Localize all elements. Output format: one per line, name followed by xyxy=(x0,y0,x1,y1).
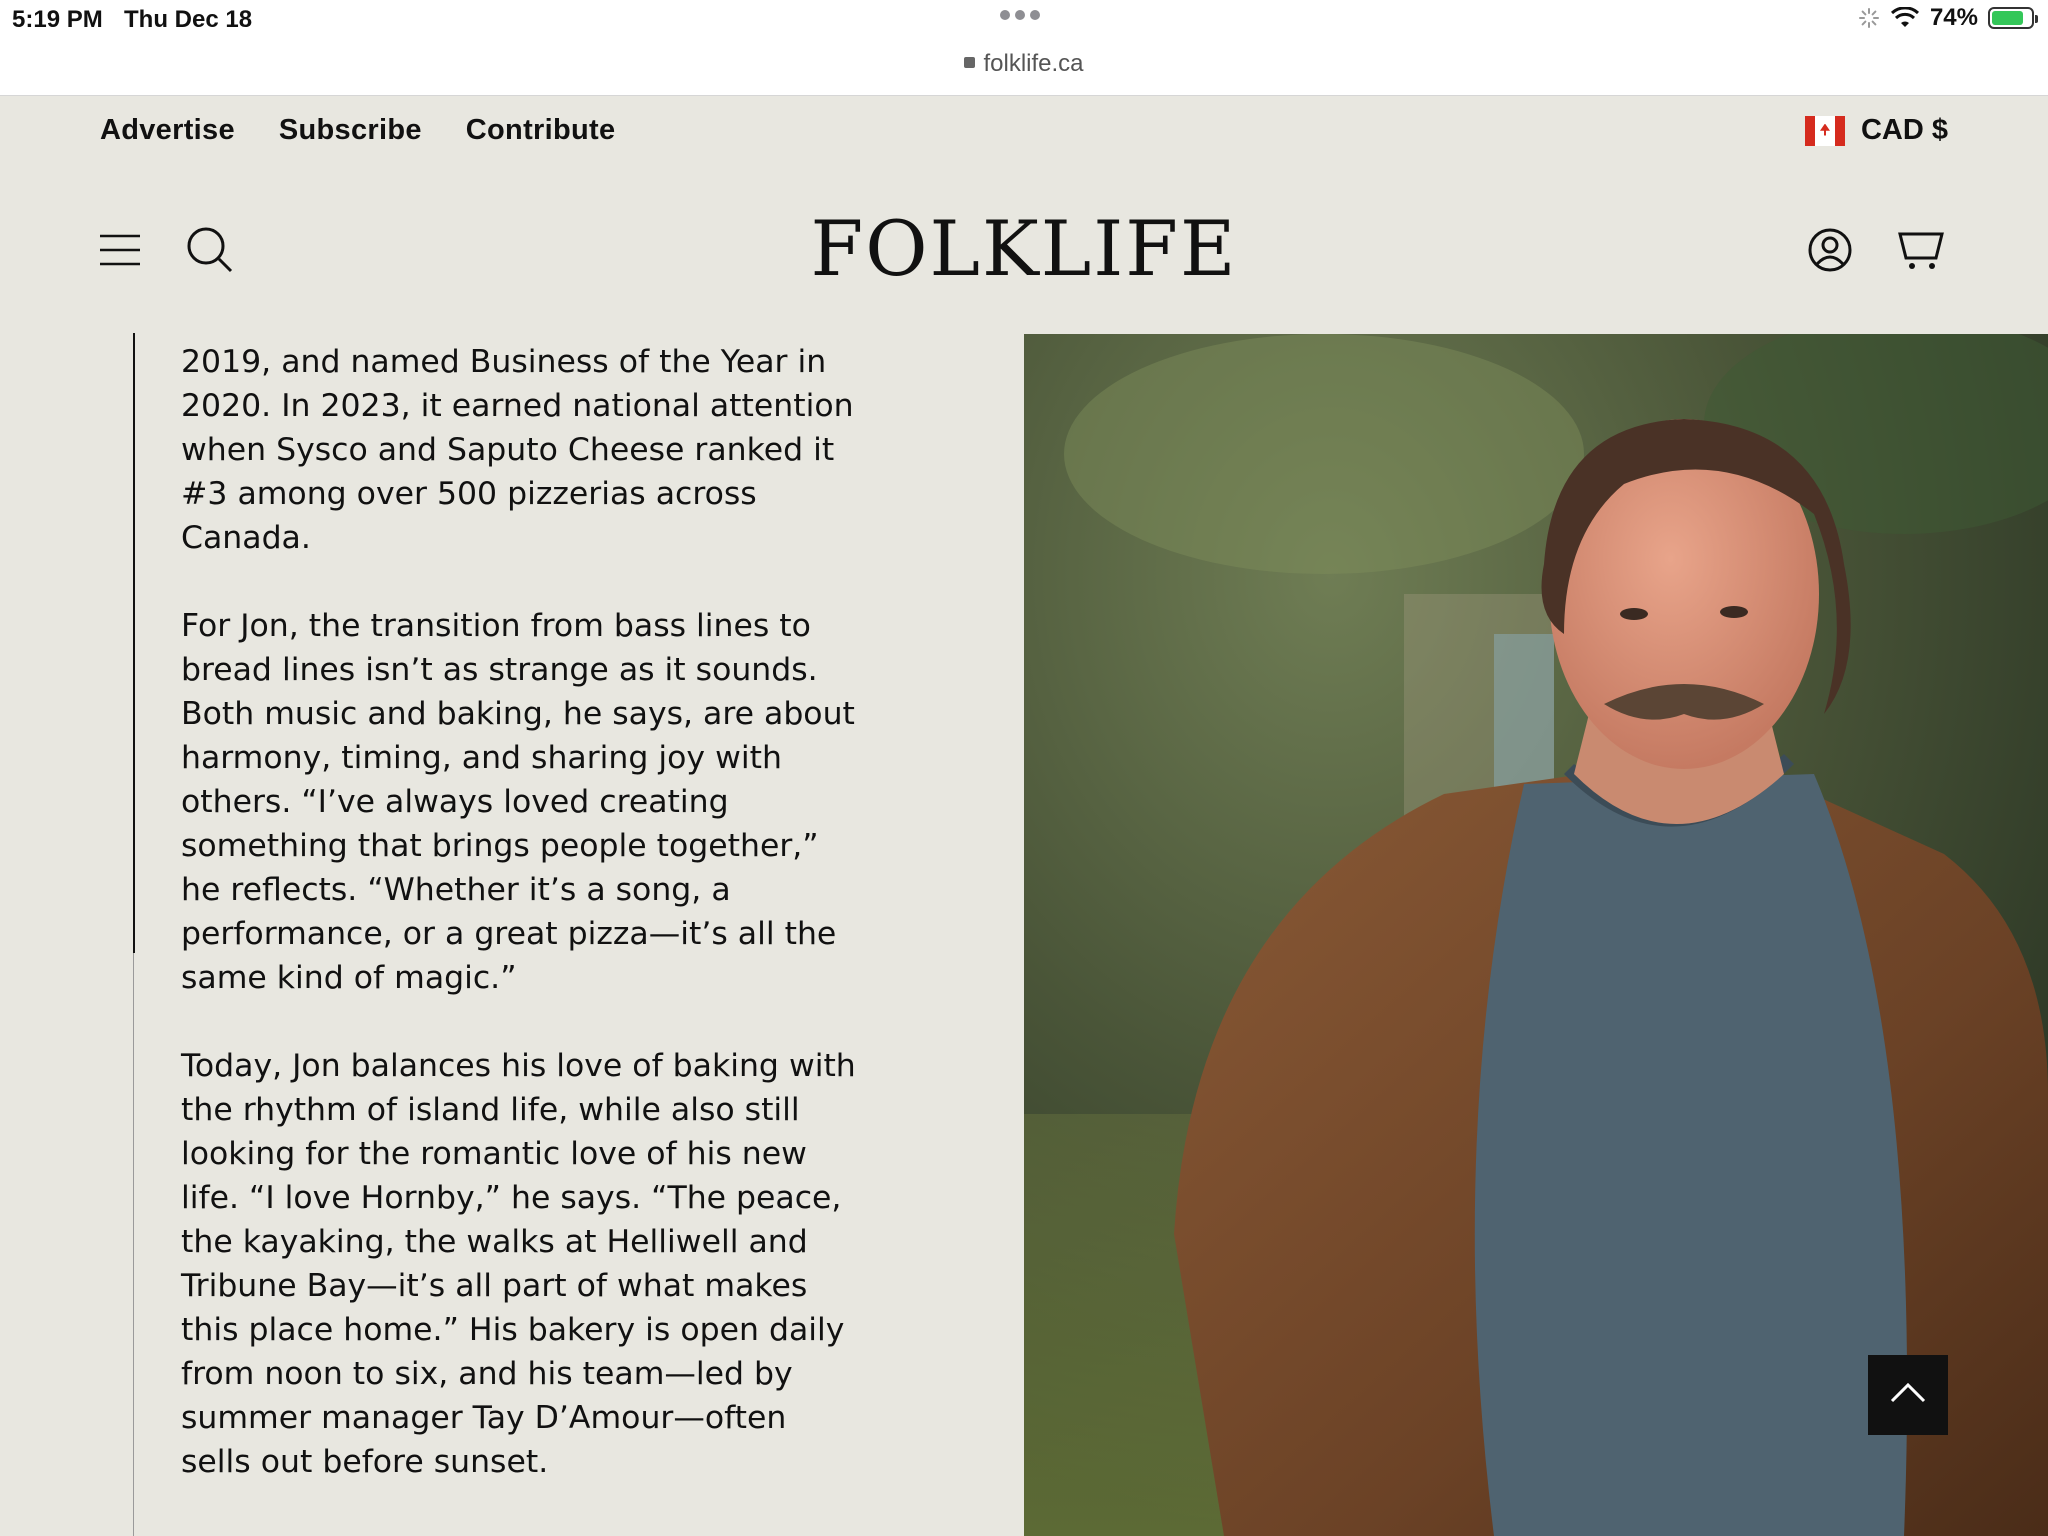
back-to-top-button[interactable] xyxy=(1868,1355,1948,1435)
battery-percent: 74% xyxy=(1929,4,1978,31)
chevron-up-icon xyxy=(1868,1355,1948,1435)
article-paragraph: 2019, and named Business of the Year in 2020. In 2023, it earned national attention when Sysco and Saputo Cheese ranked it #3 among over 500 pizzerias across Canada. xyxy=(181,344,854,556)
currency-label: CAD $ xyxy=(1860,114,1948,146)
site-logo[interactable]: FOLKLIFE xyxy=(810,204,1238,293)
canada-flag-icon xyxy=(1805,116,1845,146)
article-paragraph: Today, Jon balances his love of baking with the rhythm of island life, while also still looking for the romantic love of his new life. “I love Hornby,” he says. “The peace, the kayaking, the walks at Helliwell and Tribune Bay—it’s all part of what makes this place home.” His bakery is open daily from noon to six, and his team—led by summer manager Tay D’Amour—often sells out before sunset. xyxy=(181,1048,856,1480)
advertise-link[interactable]: Advertise xyxy=(100,114,235,146)
status-time: 5:19 PM xyxy=(12,6,103,33)
wifi-icon xyxy=(1890,7,1920,29)
status-date: Thu Dec 18 xyxy=(124,6,253,33)
loading-spinner-icon xyxy=(1858,7,1880,29)
quote-rule-faint xyxy=(133,953,134,1536)
quote-rule xyxy=(133,333,135,953)
status-indicators xyxy=(1858,4,2034,32)
article-body xyxy=(181,340,861,1528)
currency-selector[interactable] xyxy=(1805,114,1948,147)
article-paragraph: For Jon, the transition from bass lines to bread lines isn’t as strange as it sounds. Both music and baking, he says, are about harmony, timing, and sharing joy with others. “I’ve always loved creating something that brings people together,” he reflects. “Whether it’s a song, a performance, or a great pizza—it’s all the same kind of magic.” xyxy=(181,608,855,996)
address-bar[interactable] xyxy=(0,50,2048,78)
contribute-link[interactable]: Contribute xyxy=(465,114,616,146)
multitasking-dots-icon[interactable] xyxy=(1000,10,1040,20)
status-bar xyxy=(0,0,2048,96)
subscribe-link[interactable]: Subscribe xyxy=(278,114,422,146)
url-text: folklife.ca xyxy=(983,50,1084,77)
cart-icon[interactable] xyxy=(1898,228,1946,272)
account-icon[interactable] xyxy=(1807,227,1853,273)
lock-icon xyxy=(964,57,975,68)
utility-nav xyxy=(100,114,615,147)
battery-icon xyxy=(1988,7,2034,29)
